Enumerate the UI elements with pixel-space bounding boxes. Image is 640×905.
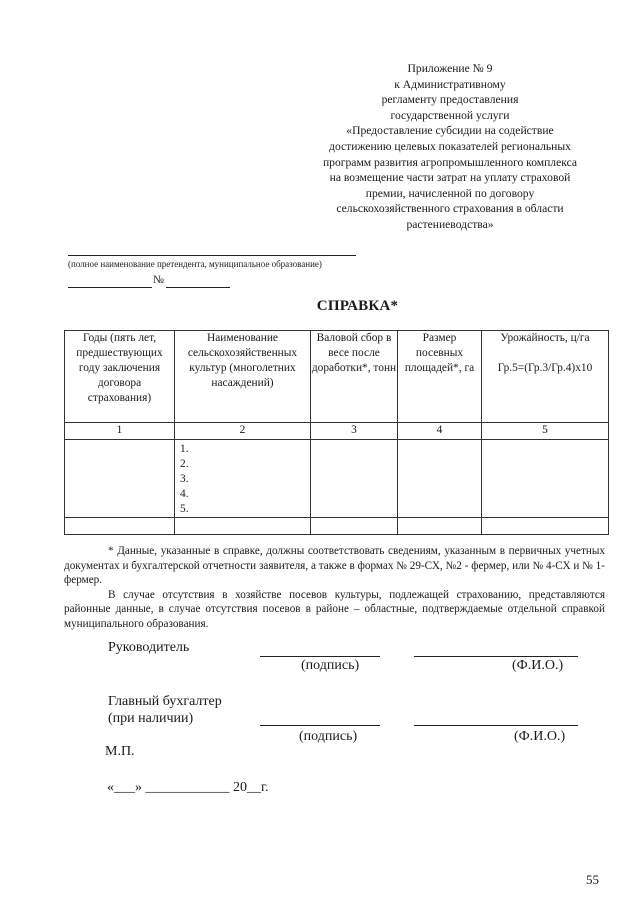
date-line[interactable]: «___» ____________ 20__г.: [107, 780, 269, 795]
applicant-name-line: [68, 255, 356, 256]
appendix-line: государственной услуги: [390, 108, 510, 122]
list-item: 3.: [180, 473, 189, 485]
empty-cell[interactable]: [175, 518, 311, 535]
empty-cell[interactable]: [398, 518, 482, 535]
list-item: 4.: [180, 488, 189, 500]
productivity-formula: Гр.5=(Гр.3/Гр.4)х10: [497, 362, 593, 374]
page-number: 55: [586, 872, 599, 887]
header-gross-yield: Валовой сбор в весе после доработки*, тонн: [311, 331, 398, 423]
table-header-row: [65, 331, 609, 423]
appendix-line: премии, начисленной по договору: [365, 186, 535, 200]
header-productivity: [482, 331, 609, 423]
head-name-line[interactable]: [414, 656, 578, 657]
table-row: [65, 518, 609, 535]
footnote-data: * Данные, указанные в справке, должны соответствовать сведениям, указанным в первичных учетных документах и бухгалтерской отчетности заявителя, а также в формах № 29-СХ, №2 - фермер, или № 4-СХ и № 1-фермер.: [64, 545, 605, 586]
registration-line-right: [166, 287, 230, 288]
empty-cell[interactable]: [311, 518, 398, 535]
head-name-caption: (Ф.И.О.): [512, 658, 564, 673]
list-item: 5.: [180, 503, 189, 515]
head-label: Руководитель: [108, 640, 190, 655]
crops-cell[interactable]: [175, 440, 311, 518]
head-signature-caption: (подпись): [301, 658, 360, 673]
header-productivity-label: Урожайность, ц/га: [500, 332, 590, 344]
appendix-line: Приложение № 9: [407, 62, 493, 75]
crops-list: [175, 442, 310, 517]
years-cell[interactable]: [65, 440, 175, 518]
stamp-place: М.П.: [105, 744, 135, 759]
appendix-line: сельскохозяйственного страхования в области: [336, 202, 564, 216]
footnotes: [64, 544, 605, 631]
appendix-line: растениеводства»: [406, 217, 494, 231]
head-signature-line[interactable]: [260, 656, 380, 657]
area-cell[interactable]: [398, 440, 482, 518]
appendix-line: достижению целевых показателей региональных: [329, 139, 571, 153]
list-item: 1.: [180, 443, 189, 455]
appendix-line: к Административному: [394, 77, 506, 91]
document-title: СПРАВКА*: [316, 298, 399, 314]
applicant-caption: (полное наименование претендента, муниципальное образование): [68, 259, 322, 269]
header-crops: Наименование сельскохозяйственных культур (многолетних насаждений): [175, 331, 311, 423]
table-row: [65, 440, 609, 518]
column-number: 5: [482, 423, 609, 440]
column-number: 3: [311, 423, 398, 440]
column-number: 2: [175, 423, 311, 440]
productivity-cell[interactable]: [482, 440, 609, 518]
list-item: 2.: [180, 458, 189, 470]
accountant-signature-caption: (подпись): [299, 729, 358, 744]
accountant-optional-label: (при наличии): [108, 711, 194, 726]
data-table: [64, 330, 609, 535]
registration-line-left: [68, 287, 152, 288]
column-number-row: [65, 423, 609, 440]
empty-cell[interactable]: [482, 518, 609, 535]
appendix-line: регламенту предоставления: [381, 93, 519, 107]
footnote-absence: В случае отсутствия в хозяйстве посевов культуры, подлежащей страхованию, представляются районные данные, в случае отсутствия посевов в районе – областные, подтверждаемые отдельной справкой муниципального образования.: [64, 588, 605, 630]
header-years: Годы (пять лет, предшествующих году заключения договора страхования): [65, 331, 175, 423]
accountant-signature-line[interactable]: [260, 725, 380, 726]
gross-yield-cell[interactable]: [311, 440, 398, 518]
column-number: 1: [65, 423, 175, 440]
column-number: 4: [398, 423, 482, 440]
header-area: Размер посевных площадей*, га: [398, 331, 482, 423]
accountant-name-line[interactable]: [414, 725, 578, 726]
appendix-block: [300, 61, 600, 233]
empty-cell[interactable]: [65, 518, 175, 535]
accountant-name-caption: (Ф.И.О.): [514, 729, 566, 744]
number-sign: №: [153, 274, 164, 286]
appendix-line: «Предоставление субсидии на содействие: [346, 124, 554, 138]
accountant-label: Главный бухгалтер: [108, 694, 222, 709]
appendix-line: на возмещение части затрат на уплату страховой: [329, 171, 571, 185]
appendix-line: программ развития агропромышленного комплекса: [322, 155, 578, 169]
